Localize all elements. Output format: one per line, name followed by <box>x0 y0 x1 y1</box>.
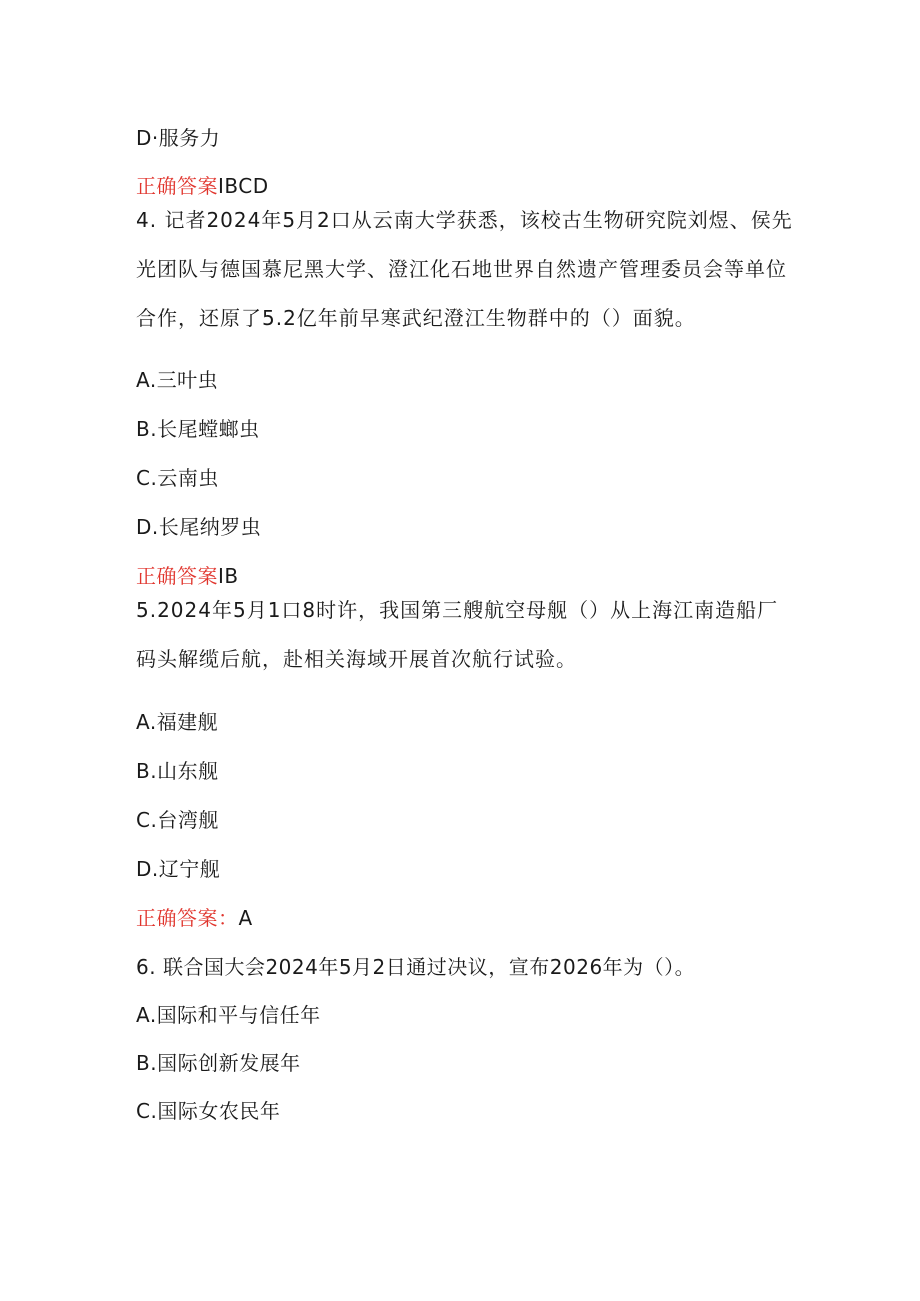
q5-answer-label: 正确答案： <box>136 906 239 930</box>
q4-answer-label: 正确答案 <box>136 564 218 588</box>
q3-option-d: D·服务力 <box>136 126 221 150</box>
q5-stem: 5.2024年5月1口8时许，我国第三艘航空母舰（）从上海江南造船厂码头解缆后航，赴相关海域开展首次航行试验。 <box>136 598 779 671</box>
q5-option-b: B.山东舰 <box>136 759 219 783</box>
q6-option-a: A.国际和平与信任年 <box>136 1003 321 1027</box>
q4-option-a: A.三叶虫 <box>136 368 219 392</box>
q4-answer-value: IB <box>218 564 239 588</box>
q3-answer-value: IBCD <box>218 174 269 198</box>
q3-answer-label: 正确答案 <box>136 174 218 198</box>
q6-option-c: C.国际女农民年 <box>136 1099 281 1123</box>
q5-option-c: C.台湾舰 <box>136 808 219 832</box>
q6-option-b: B.国际创新发展年 <box>136 1051 301 1075</box>
q5-option-d: D.辽宁舰 <box>136 857 221 881</box>
q6-stem: 6. 联合国大会2024年5月2日通过决议，宣布2026年为（）。 <box>136 955 696 979</box>
q5-answer <box>136 904 253 932</box>
q5-option-a: A.福建舰 <box>136 710 219 734</box>
q4-option-c: C.云南虫 <box>136 466 219 490</box>
q4-stem: 4. 记者2024年5月2口从云南大学获悉，该校古生物研究院刘煜、侯先光团队与德国慕尼黑大学、澄江化石地世界自然遗产管理委员会等单位合作，还原了5.2亿年前早寒武纪澄江生物群中的（）面貌。 <box>136 208 793 330</box>
q5-answer-value: A <box>238 906 253 930</box>
q4-option-b: B.长尾螳螂虫 <box>136 417 260 441</box>
q4-option-d: D.长尾纳罗虫 <box>136 515 262 539</box>
